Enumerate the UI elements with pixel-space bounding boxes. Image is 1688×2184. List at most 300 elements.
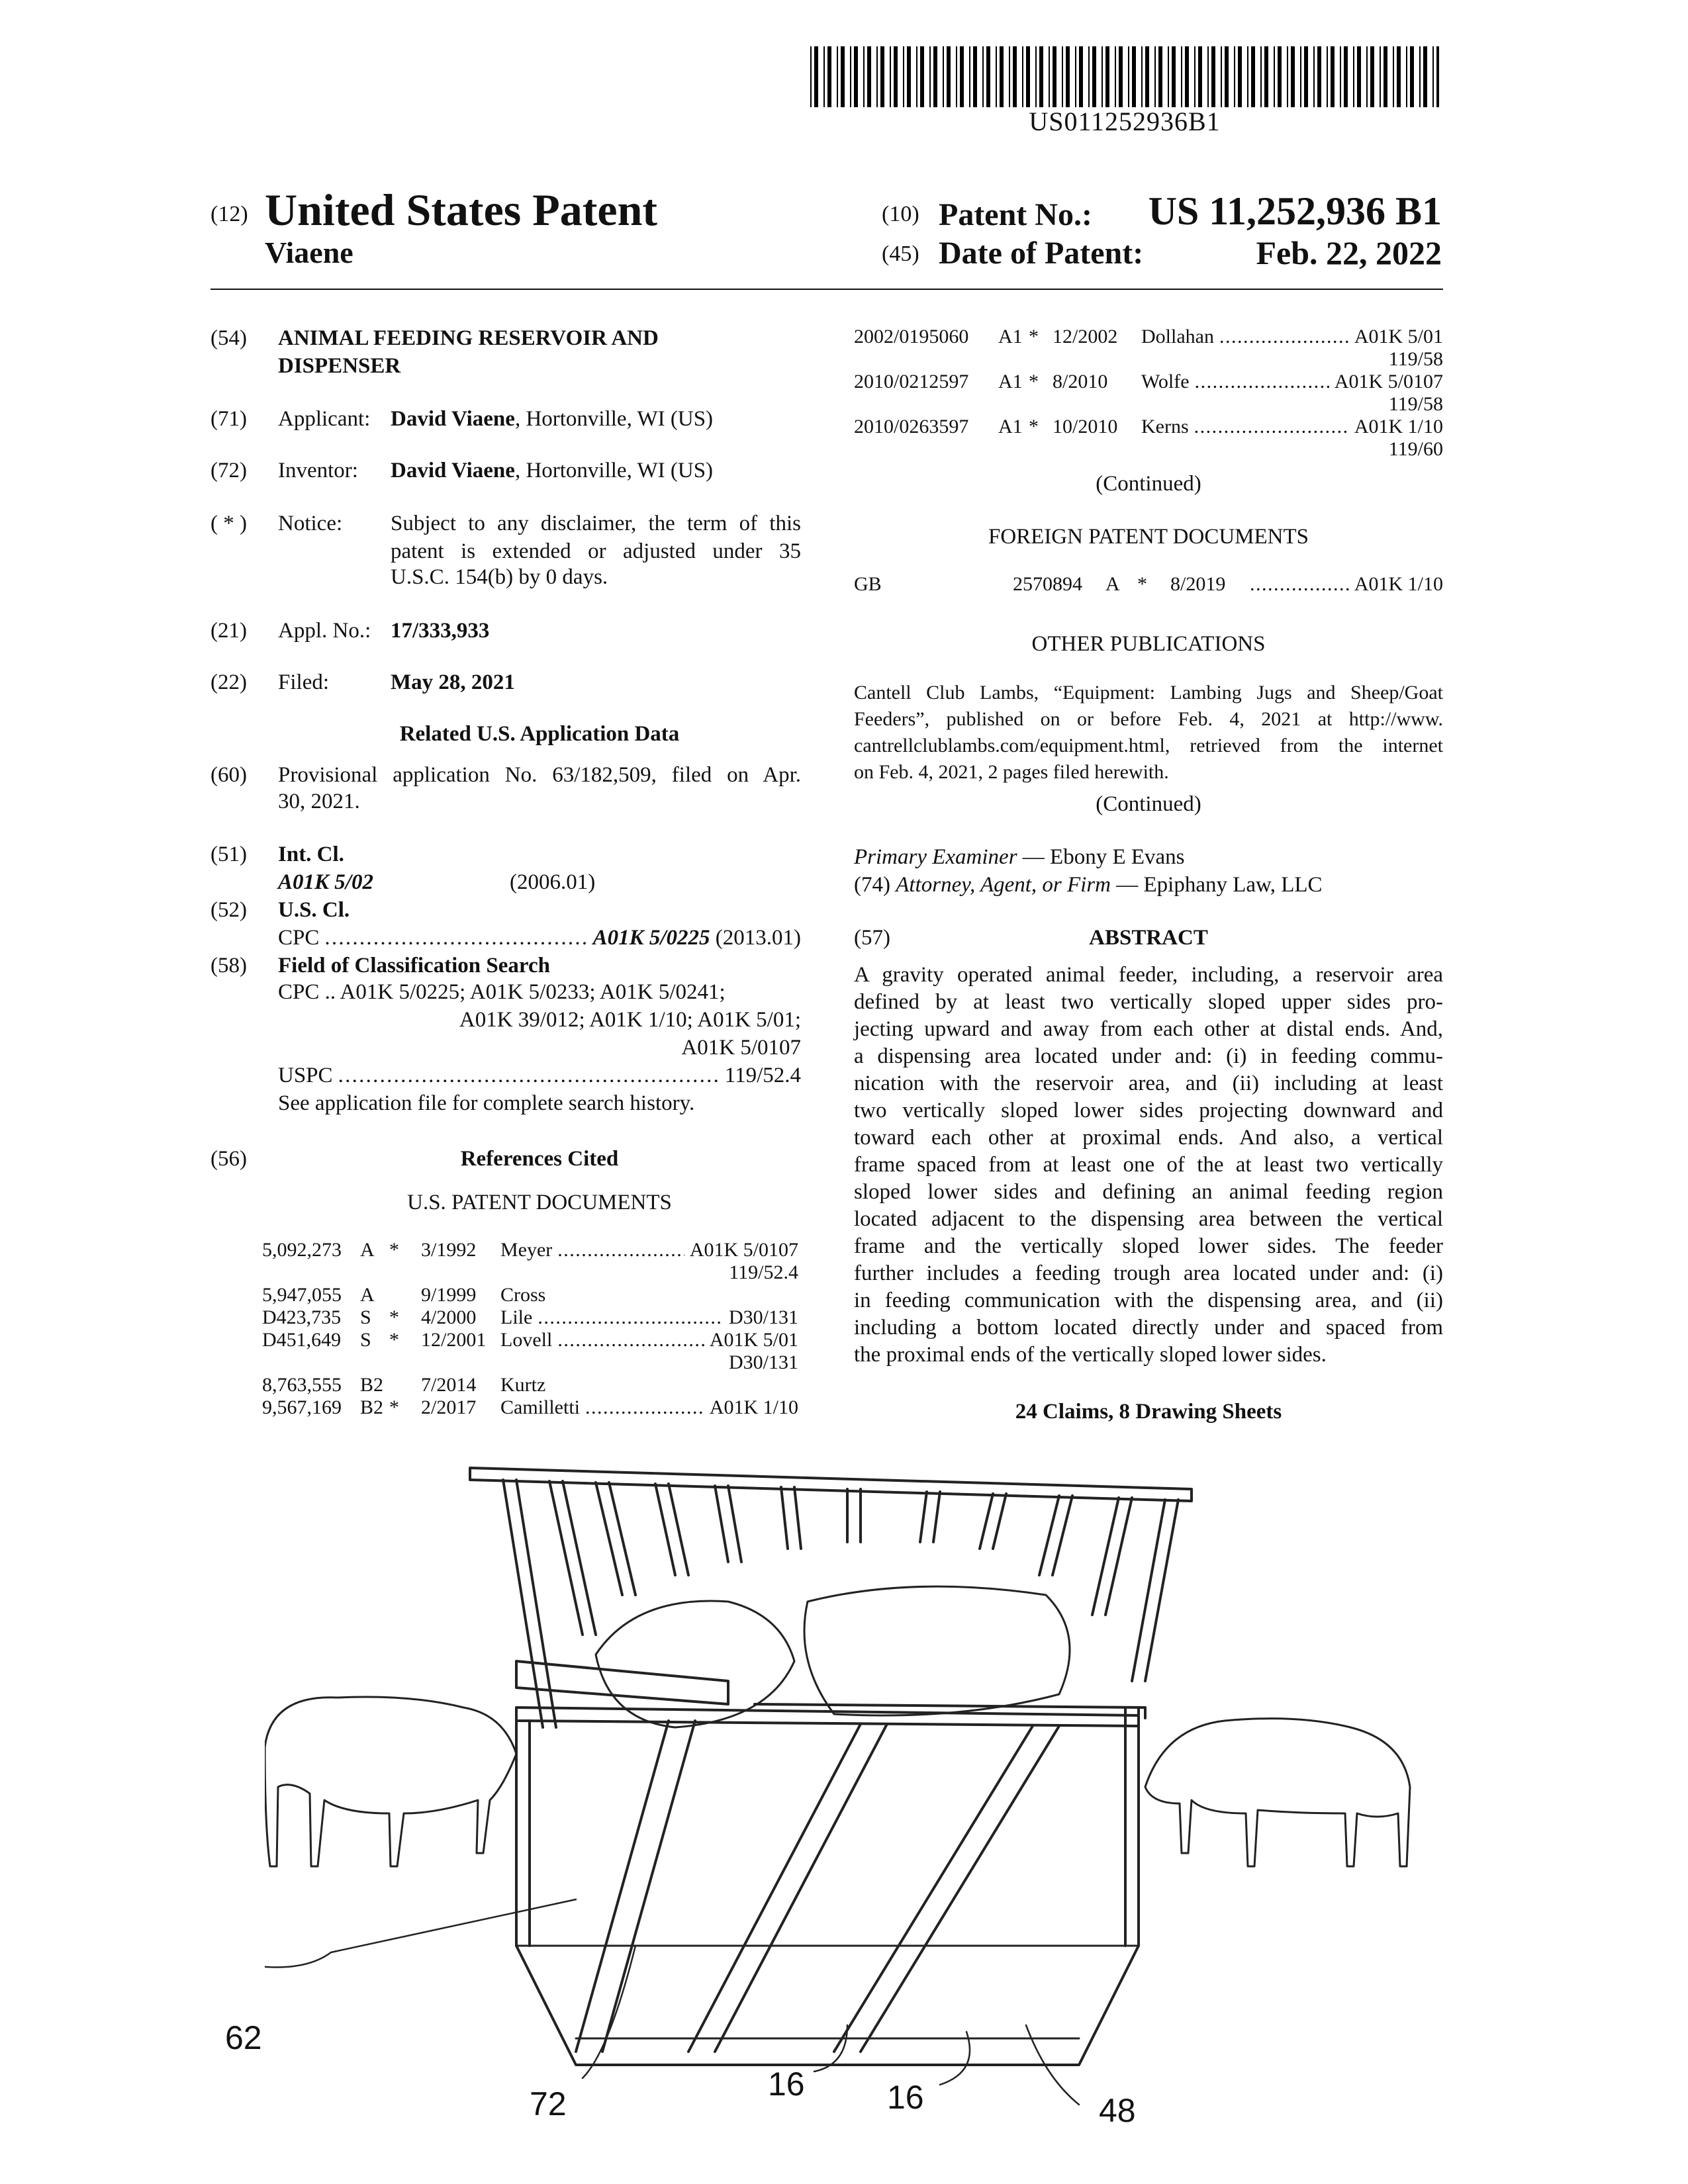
- barcode-bar: [1075, 46, 1076, 107]
- barcode-bar: [969, 46, 970, 107]
- barcode-bar: [1380, 46, 1381, 107]
- barcode-bar: [1393, 46, 1394, 107]
- reference-name: Kerns: [1141, 416, 1189, 437]
- reference-kind: A: [360, 1284, 375, 1306]
- attorney-label: Attorney, Agent, or Firm: [896, 873, 1111, 897]
- abstract-line: nication with the reservoir area, and (ii) including at least: [854, 1071, 1443, 1095]
- reference-star: *: [389, 1306, 399, 1328]
- barcode-bar: [823, 46, 825, 107]
- barcode-bar: [1317, 46, 1321, 107]
- right-post: [1125, 1707, 1139, 1946]
- foreign-class: A01K 1/10: [1354, 573, 1443, 595]
- other-pub-line3: cantrellclublambs.com/equipment.html, retrieved from the internet: [854, 735, 1443, 756]
- barcode-bar: [903, 46, 904, 107]
- reference-row: [854, 326, 1443, 348]
- barcode-bar: [1092, 46, 1096, 107]
- barcode-bar: [827, 46, 831, 107]
- reference-kind: A1: [998, 371, 1023, 392]
- barcode-bar: [1022, 46, 1023, 107]
- appl-number: 17/333,933: [391, 619, 490, 643]
- barcode-bar: [837, 46, 838, 107]
- reference-row: [854, 416, 1443, 438]
- invention-title-line2: DISPENSER: [278, 354, 401, 378]
- patent-date: Feb. 22, 2022: [1256, 234, 1442, 271]
- examiner-row: [854, 843, 1185, 871]
- barcode-bar: [1304, 46, 1308, 107]
- reference-row: [262, 1306, 798, 1329]
- abstract-line: frame and the vertically sloped lower sides. The feeder: [854, 1234, 1443, 1258]
- field-cpc-line1: CPC .. A01K 5/0225; A01K 5/0233; A01K 5/0241;: [278, 980, 726, 1004]
- barcode-bar: [1194, 46, 1196, 107]
- examiner-name: — Ebony E Evans: [1022, 845, 1185, 869]
- reference-row: [262, 1374, 798, 1396]
- cpc-class: A01K 5/0225: [592, 926, 710, 950]
- field-code: (58): [211, 954, 247, 978]
- barcode-bar: [1119, 46, 1123, 107]
- field-cpc-line3: A01K 5/0107: [681, 1036, 801, 1060]
- mid-rail: [516, 1707, 1139, 1726]
- reference-star: *: [389, 1329, 399, 1351]
- reference-name-row: [500, 1239, 798, 1261]
- other-pub-line2: Feeders”, published on or before Feb. 4, 2021 at http://www.: [854, 708, 1443, 730]
- barcode-graphic: [810, 46, 1439, 107]
- applicant-name: David Viaene: [391, 407, 515, 431]
- barcode-bar: [1185, 46, 1189, 107]
- barcode-bar: [1274, 46, 1275, 107]
- sheep-left: [265, 1697, 516, 1866]
- ref-label-16-first: 16: [768, 2066, 805, 2103]
- prov-line1: Provisional application No. 63/182,509, filed on Apr.: [278, 763, 801, 787]
- header-divider: [211, 289, 1443, 290]
- reference-number: 2010/0212597: [854, 371, 969, 392]
- reference-star: *: [1029, 371, 1039, 392]
- applicant-value: [391, 405, 713, 433]
- reference-class: A01K 5/0107: [689, 1239, 798, 1261]
- us-references-list: [262, 1239, 805, 1437]
- barcode-bar: [1168, 46, 1169, 107]
- reference-name-row: [500, 1374, 798, 1396]
- reference-leader-dots: [585, 1396, 704, 1419]
- barcode-bar: [986, 46, 990, 107]
- barcode-bar: [1260, 46, 1262, 107]
- notice-code: ( * ): [211, 512, 247, 535]
- reference-row: [262, 1396, 798, 1419]
- barcode-bar: [1172, 46, 1176, 107]
- barcode-bar: [1278, 46, 1282, 107]
- applicant-location: , Hortonville, WI (US): [514, 407, 714, 431]
- cpc-label: CPC: [278, 926, 320, 950]
- hay-bale-right: [804, 1586, 1070, 1715]
- barcode-bar: [1049, 46, 1050, 107]
- barcode-bar: [1370, 46, 1374, 107]
- date-label: Date of Patent:: [939, 236, 1144, 271]
- barcode-bar: [1207, 46, 1209, 107]
- feeder-drawing: [265, 1443, 1436, 2144]
- reference-number: D451,649: [262, 1329, 342, 1351]
- barcode-bar: [1238, 46, 1242, 107]
- reference-name-row: [500, 1306, 798, 1329]
- abstract-line: frame spaced from at least one of the at least two vertically: [854, 1153, 1443, 1177]
- reference-secondary-class: 119/58: [1388, 348, 1443, 370]
- foreign-heading: FOREIGN PATENT DOCUMENTS: [988, 525, 1309, 549]
- patent-title: United States Patent: [265, 185, 658, 235]
- reference-leader-dots: [557, 1239, 684, 1261]
- abstract-line: in feeding communication with the dispensing area, and (ii): [854, 1289, 1443, 1312]
- reference-secondary-class: D30/131: [729, 1351, 798, 1373]
- barcode-bar: [1406, 46, 1407, 107]
- inventor-code: (72): [211, 459, 247, 482]
- barcode-bar: [854, 46, 858, 107]
- lower-box: [516, 1721, 1139, 2065]
- barcode-bar: [907, 46, 911, 107]
- inventor-name: David Viaene: [391, 459, 515, 482]
- uspc-row: [278, 1062, 801, 1089]
- barcode-bar: [1340, 46, 1341, 107]
- barcode-bar: [1039, 46, 1043, 107]
- barcode-bar: [1300, 46, 1301, 107]
- reference-kind: S: [360, 1329, 371, 1351]
- ref-label-62: 62: [225, 2019, 262, 2056]
- abstract-line: including a bottom located directly under and spaced from: [854, 1316, 1443, 1340]
- barcode-bar: [1128, 46, 1129, 107]
- reference-secondary-class: 119/58: [1388, 393, 1443, 415]
- foreign-leader-dots: [1250, 573, 1349, 596]
- barcode-bar: [1211, 46, 1215, 107]
- uspc-leader-dots: [338, 1062, 720, 1089]
- intcl-year: (2006.01): [510, 870, 596, 894]
- reference-kind: A1: [998, 416, 1023, 437]
- barcode-bar: [1225, 46, 1229, 107]
- barcode-bar: [880, 46, 884, 107]
- reference-name: Meyer: [500, 1239, 553, 1261]
- related-heading: Related U.S. Application Data: [399, 722, 680, 746]
- barcode-bar: [1141, 46, 1143, 107]
- reference-class: A01K 1/10: [709, 1396, 798, 1418]
- barcode-bar: [841, 46, 845, 107]
- barcode-bar: [1035, 46, 1037, 107]
- barcode-bar: [1247, 46, 1248, 107]
- reference-date: 12/2001: [421, 1329, 487, 1351]
- barcode-bar: [1410, 46, 1414, 107]
- notice-line1: Subject to any disclaimer, the term of this: [391, 512, 801, 535]
- reference-name-row: [500, 1396, 798, 1419]
- barcode-bar: [1013, 46, 1017, 107]
- other-pub-line1: Cantell Club Lambs, “Equipment: Lambing Jugs and Sheep/Goat: [854, 682, 1443, 704]
- refs-code: (56): [211, 1147, 247, 1171]
- cpc-leader-dots: [324, 924, 587, 952]
- top-rail: [470, 1468, 1192, 1501]
- reference-row: [854, 371, 1443, 393]
- barcode-text: US011252936B1: [1029, 107, 1221, 136]
- reference-row: [262, 1329, 798, 1351]
- barcode-bar: [1132, 46, 1136, 107]
- reference-secondary-class: 119/60: [1388, 438, 1443, 460]
- barcode-bar: [1053, 46, 1056, 107]
- barcode-bar: [1432, 46, 1434, 107]
- us-docs-heading: U.S. PATENT DOCUMENTS: [407, 1191, 672, 1214]
- barcode-bar: [1088, 46, 1090, 107]
- barcode-bar: [1419, 46, 1421, 107]
- field-cpc-line2: A01K 39/012; A01K 1/10; A01K 5/01;: [459, 1008, 801, 1032]
- reference-date: 12/2002: [1053, 326, 1118, 347]
- uspc-value: 119/52.4: [724, 1064, 801, 1087]
- barcode-bar: [943, 46, 944, 107]
- claims-summary: 24 Claims, 8 Drawing Sheets: [1015, 1400, 1282, 1424]
- reference-name-row: [1141, 371, 1443, 393]
- foreign-country: GB: [854, 573, 882, 595]
- barcode-bar: [1397, 46, 1401, 107]
- notice-line2: patent is extended or adjusted under 35: [391, 539, 801, 563]
- abstract-line: jecting upward and away from each other at distal ends. And,: [854, 1017, 1443, 1041]
- barcode-bar: [1066, 46, 1070, 107]
- barcode-bar: [1344, 46, 1348, 107]
- barcode-bar: [814, 46, 818, 107]
- invention-title-line1: ANIMAL FEEDING RESERVOIR AND: [278, 326, 659, 350]
- barcode-bar: [996, 46, 997, 107]
- attorney-name: — Epiphany Law, LLC: [1116, 873, 1323, 897]
- reference-number: 5,947,055: [262, 1284, 342, 1306]
- ref-label-48: 48: [1099, 2092, 1136, 2129]
- inventor-label: Inventor:: [278, 459, 358, 482]
- reference-number: 8,763,555: [262, 1374, 342, 1396]
- cpc-row: [278, 924, 801, 952]
- reference-kind: B2: [360, 1374, 384, 1396]
- barcode-bar: [863, 46, 865, 107]
- diagonal-slats: [576, 1721, 1059, 2052]
- reference-kind: B2: [360, 1396, 384, 1418]
- barcode-bar: [1181, 46, 1182, 107]
- patent-number: US 11,252,936 B1: [1148, 189, 1442, 233]
- barcode-bar: [1357, 46, 1361, 107]
- leader-16b: [940, 2032, 970, 2085]
- patent-no-label: Patent No.:: [939, 197, 1092, 232]
- intcl-class: A01K 5/02: [278, 870, 373, 894]
- reference-number: 9,567,169: [262, 1396, 342, 1418]
- appl-code: (21): [211, 619, 247, 643]
- foreign-number: 2570894: [1013, 573, 1082, 595]
- barcode-bar: [929, 46, 931, 107]
- barcode-bar: [1291, 46, 1295, 107]
- abstract-heading: ABSTRACT: [1089, 926, 1208, 950]
- barcode-bar: [933, 46, 937, 107]
- barcode-bar: [1313, 46, 1315, 107]
- barcode-bar: [1423, 46, 1427, 107]
- reference-number: 2010/0263597: [854, 416, 969, 437]
- foreign-class-row: [1244, 573, 1443, 596]
- intcl-label: Int. Cl.: [278, 842, 344, 866]
- reference-number: 5,092,273: [262, 1239, 342, 1261]
- barcode-bar: [890, 46, 891, 107]
- reference-date: 10/2010: [1053, 416, 1118, 437]
- reference-class: D30/131: [729, 1306, 798, 1328]
- abstract-line: a dispensing area located under and: (i) in feeding commu-: [854, 1044, 1443, 1068]
- prov-code: (60): [211, 763, 247, 787]
- reference-row: [262, 1284, 798, 1306]
- inventor-location: , Hortonville, WI (US): [514, 459, 714, 482]
- barcode-bar: [1221, 46, 1222, 107]
- reference-number: 2002/0195060: [854, 326, 969, 347]
- kind-code-label: (12): [211, 202, 248, 226]
- other-pubs-heading: OTHER PUBLICATIONS: [1031, 632, 1266, 656]
- reference-name: Cross: [500, 1284, 546, 1306]
- reference-row: [262, 1239, 798, 1261]
- reference-name: Wolfe: [1141, 371, 1190, 392]
- foreign-star: *: [1137, 573, 1147, 595]
- uscl-label: U.S. Cl.: [278, 898, 350, 922]
- reference-name-row: [1141, 416, 1443, 438]
- reference-name-row: [500, 1284, 798, 1306]
- abstract-line: defined by at least two vertically sloped upper sides pro-: [854, 990, 1443, 1014]
- abstract-line: two vertically sloped lower sides projecting downward and: [854, 1099, 1443, 1122]
- barcode-bar: [920, 46, 924, 107]
- barcode-bar: [956, 46, 957, 107]
- reference-class: A01K 1/10: [1354, 416, 1443, 437]
- abstract-line: toward each other at proximal ends. And also, a vertical: [854, 1126, 1443, 1150]
- prov-line2: 30, 2021.: [278, 790, 360, 813]
- barcode-bar: [1287, 46, 1288, 107]
- barcode-bar: [1145, 46, 1149, 107]
- reference-star: *: [1029, 326, 1039, 347]
- foreign-date: 8/2019: [1170, 573, 1226, 595]
- continued-2: (Continued): [1096, 792, 1201, 816]
- barcode-bar: [1366, 46, 1368, 107]
- abstract-line: located adjacent to the dispensing area between the vertical: [854, 1207, 1443, 1231]
- barcode-bar: [1026, 46, 1030, 107]
- barcode-bar: [1062, 46, 1063, 107]
- reference-leader-dots: [1195, 371, 1329, 393]
- reference-name: Camilletti: [500, 1396, 580, 1418]
- reference-leader-dots: [1194, 416, 1349, 438]
- reference-date: 2/2017: [421, 1396, 477, 1418]
- inventor-surname: Viaene: [265, 236, 353, 269]
- us-references-continued-list: [854, 326, 1443, 468]
- reference-kind: A: [360, 1239, 375, 1261]
- reference-name: Kurtz: [500, 1374, 546, 1396]
- barcode-bar: [876, 46, 878, 107]
- reference-class: A01K 5/01: [709, 1329, 798, 1351]
- barcode-bar: [1154, 46, 1156, 107]
- abstract-line: sloped lower sides and defining an animal feeding region: [854, 1180, 1443, 1204]
- applicant-code: (71): [211, 407, 247, 431]
- filed-date: May 28, 2021: [391, 670, 515, 694]
- foreign-kind: A: [1105, 573, 1120, 595]
- reference-leader-dots: [538, 1306, 724, 1329]
- foreign-row: [854, 573, 1443, 600]
- abstract-line: A gravity operated animal feeder, including, a reservoir area: [854, 963, 1443, 987]
- other-pub-line4: on Feb. 4, 2021, 2 pages filed herewith.: [854, 761, 1169, 783]
- attorney-code: (74): [854, 873, 890, 897]
- ref-label-72: 72: [530, 2085, 567, 2122]
- reference-kind: S: [360, 1306, 371, 1328]
- refs-heading: References Cited: [460, 1147, 619, 1171]
- barcode: [810, 46, 1439, 107]
- uspc-label: USPC: [278, 1064, 333, 1087]
- reference-date: 7/2014: [421, 1374, 477, 1396]
- barcode-bar: [1105, 46, 1109, 107]
- barcode-bar: [1353, 46, 1354, 107]
- barcode-bar: [1234, 46, 1235, 107]
- barcode-bar: [1383, 46, 1387, 107]
- reference-leader-dots: [1219, 326, 1349, 348]
- reference-secondary-class: 119/52.4: [729, 1261, 798, 1283]
- barcode-bar: [1331, 46, 1335, 107]
- reference-leader-dots: [557, 1329, 704, 1351]
- reference-star: *: [1029, 416, 1039, 437]
- reference-date: 9/1999: [421, 1284, 477, 1306]
- reference-name-row: [500, 1329, 798, 1351]
- field-label: Field of Classification Search: [278, 954, 550, 978]
- reference-star: *: [389, 1239, 399, 1261]
- barcode-bar: [982, 46, 984, 107]
- filed-code: (22): [211, 670, 247, 694]
- barcode-bar: [973, 46, 977, 107]
- barcode-bar: [1251, 46, 1255, 107]
- barcode-bar: [1000, 46, 1004, 107]
- barcode-bar: [810, 46, 812, 107]
- reference-star: *: [389, 1396, 399, 1418]
- cpc-year: (2013.01): [715, 926, 801, 950]
- barcode-bar: [867, 46, 871, 107]
- barcode-bar: [1327, 46, 1328, 107]
- barcode-bar: [1009, 46, 1010, 107]
- barcode-bar: [1198, 46, 1202, 107]
- reference-date: 3/1992: [421, 1239, 477, 1261]
- abstract-code: (57): [854, 926, 890, 950]
- reference-date: 8/2010: [1053, 371, 1108, 392]
- barcode-bar: [947, 46, 951, 107]
- abstract-line: further includes a feeding trough area located under and: (i): [854, 1261, 1443, 1285]
- barcode-bar: [916, 46, 917, 107]
- barcode-bar: [850, 46, 851, 107]
- reference-date: 4/2000: [421, 1306, 477, 1328]
- barcode-bar: [1115, 46, 1116, 107]
- uscl-code: (52): [211, 898, 247, 922]
- barcode-bar: [1264, 46, 1268, 107]
- date-label-code: (45): [882, 242, 919, 266]
- intcl-code: (51): [211, 842, 247, 866]
- barcode-bar: [1158, 46, 1162, 107]
- barcode-bar: [960, 46, 964, 107]
- patent-no-label-code: (10): [882, 202, 919, 226]
- continued-1: (Continued): [1096, 472, 1201, 496]
- see-application: See application file for complete search history.: [278, 1091, 695, 1115]
- reference-kind: A1: [998, 326, 1023, 347]
- title-code: (54): [211, 326, 247, 350]
- reference-class: A01K 5/0107: [1334, 371, 1443, 392]
- reference-name: Lile: [500, 1306, 533, 1328]
- appl-label: Appl. No.:: [278, 619, 371, 643]
- barcode-bar: [1102, 46, 1103, 107]
- sheep-right: [1145, 1719, 1410, 1866]
- notice-label: Notice:: [278, 512, 343, 535]
- inventor-value: [391, 457, 713, 484]
- reference-name-row: [1141, 326, 1443, 348]
- reference-number: D423,735: [262, 1306, 342, 1328]
- attorney-row: [854, 871, 1323, 899]
- reference-name: Lovell: [500, 1329, 553, 1351]
- upper-rack-bars: [503, 1480, 1178, 1727]
- representative-drawing: [225, 1443, 1436, 2144]
- reference-class: A01K 5/01: [1354, 326, 1443, 347]
- barcode-bar: [1436, 46, 1439, 107]
- notice-line3: U.S.C. 154(b) by 0 days.: [391, 565, 608, 589]
- ref-label-16-second: 16: [887, 2079, 924, 2116]
- barcode-bar: [1079, 46, 1083, 107]
- filed-label: Filed:: [278, 670, 330, 694]
- applicant-label: Applicant:: [278, 407, 371, 431]
- reference-name: Dollahan: [1141, 326, 1214, 347]
- examiner-label: Primary Examiner: [854, 845, 1017, 869]
